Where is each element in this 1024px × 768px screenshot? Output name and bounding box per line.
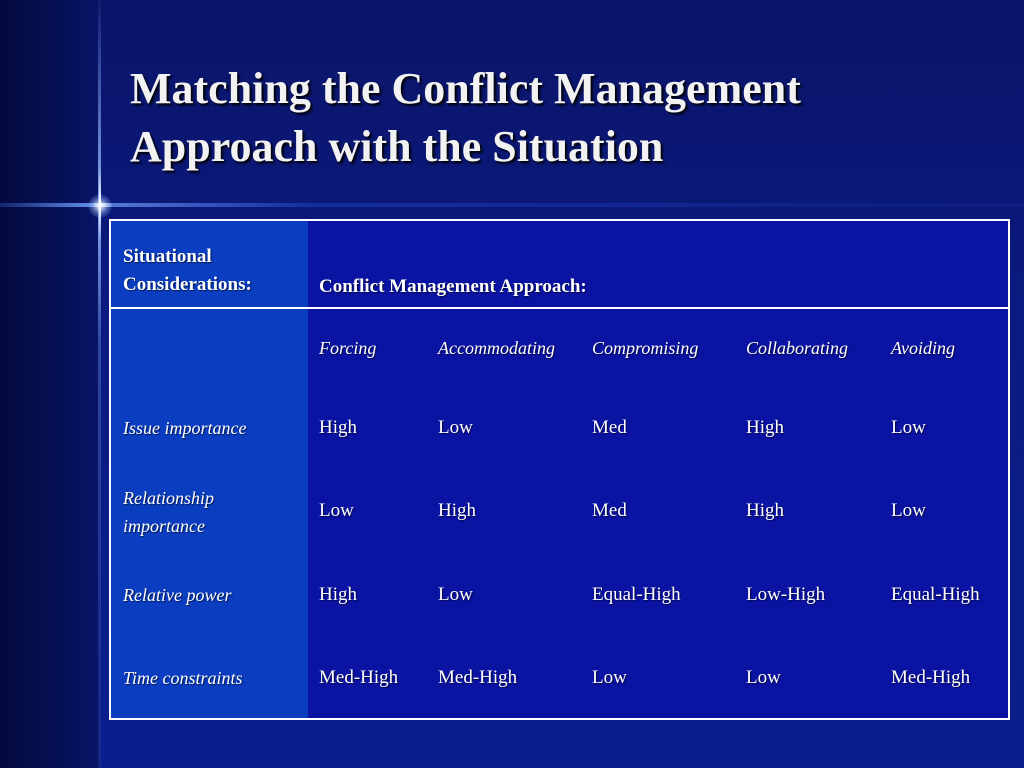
approach-avoiding: Avoiding [891,338,955,358]
header-approach: Conflict Management Approach: [319,276,587,297]
cell-accommodating: Low [438,417,473,438]
header-situational-line-2: Considerations: [123,274,252,295]
conflict-approach-table [109,219,1010,720]
cell-collaborating: High [746,500,784,521]
horizontal-accent-line [0,203,1024,207]
cell-forcing: High [319,417,357,438]
sparkle-ray [99,168,101,240]
cell-accommodating: Med-High [438,667,518,688]
row-label: Issue importance [123,418,247,438]
approach-forcing: Forcing [319,338,377,358]
cell-forcing: High [319,584,357,605]
header-divider [111,307,1008,309]
title-line-2: Approach with the Situation [130,122,664,171]
cell-avoiding: Low [891,500,926,521]
cell-compromising: Low [592,667,627,688]
cell-compromising: Equal-High [592,584,681,605]
row-label: Relative power [123,585,232,605]
cell-forcing: Med-High [319,667,399,688]
left-decor-band [0,0,100,768]
vertical-accent-line [98,0,101,768]
header-situational [123,243,252,299]
slide-title [130,60,1010,176]
cell-compromising: Med [592,417,627,438]
cell-avoiding: Low [891,417,926,438]
row-label-line-2: importance [123,516,205,536]
title-line-1: Matching the Conflict Management [130,64,801,113]
cell-avoiding: Med-High [891,667,971,688]
cell-accommodating: Low [438,584,473,605]
cell-collaborating: Low-High [746,584,826,605]
cell-avoiding: Equal-High [891,584,980,605]
cell-forcing: Low [319,500,354,521]
cell-collaborating: High [746,417,784,438]
cell-accommodating: High [438,500,476,521]
row-label-line-1: Relationship [123,488,214,508]
approach-accommodating: Accommodating [438,338,555,358]
cell-collaborating: Low [746,667,781,688]
row-label: Time constraints [123,668,243,688]
header-situational-line-1: Situational [123,246,212,267]
approach-compromising: Compromising [592,338,699,358]
approach-collaborating: Collaborating [746,338,849,358]
cell-compromising: Med [592,500,627,521]
row-label [123,484,214,540]
